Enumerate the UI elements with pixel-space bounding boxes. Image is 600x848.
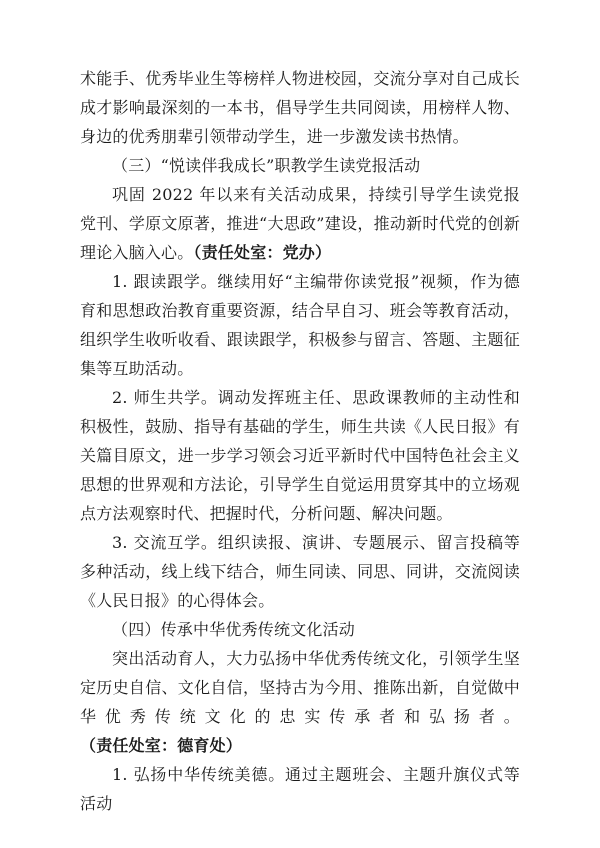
section-heading-4: （四）传承中华优秀传统文化活动	[112, 620, 356, 639]
paragraph-text: 突出活动育人，大力弘扬中华优秀传统文化，引领学生坚定历史自信、文化自信，坚持古为今用、推陈出新，自觉做中华优秀传统文化的忠实传承者和弘扬者。	[80, 649, 520, 726]
paragraph-item-1: 1. 跟读跟学。继续用好“主编带你读党报”视频，作为德育和思想政治教育重要资源，结合早自习、班会等教育活动，组织学生收听收看、跟读跟学，积极参与留言、答题、主题征集等互助活动。	[80, 272, 520, 378]
paragraph-continuation: 术能手、优秀毕业生等榜样人物进校园，交流分享对自己成长成才影响最深刻的一本书，倡导学生共同阅读，用榜样人物、身边的优秀朋辈引领带动学生，进一步激发读书热情。	[80, 69, 520, 146]
document-page	[80, 64, 520, 818]
paragraph-section3-intro	[80, 180, 520, 267]
paragraph-item-2: 2. 师生共学。调动发挥班主任、思政课教师的主动性和积极性，鼓励、指导有基础的学生，师生共读《人民日报》有关篇目原文，进一步学习领会习近平新时代中国特色社会主义思想的世界观和方法论，引导学生自觉运用贯穿其中的立场观点方法观察时代、把握时代，分析问题、解决问题。	[80, 388, 520, 523]
paragraph-item-3: 3. 交流互学。组织读报、演讲、专题展示、留言投稿等多种活动，线上线下结合，师生同读、同思、同讲，交流阅读《人民日报》的心得体会。	[80, 533, 520, 610]
section-heading-3: （三）“悦读伴我成长”职教学生读党报活动	[112, 156, 421, 175]
paragraph-text: 巩固 2022 年以来有关活动成果，持续引导学生读党报党刊、学原文原著，推进“大思政”建设，推动新时代党的创新理论入脑入心。	[80, 185, 520, 262]
responsibility-note: （责任处室：德育处）	[80, 736, 243, 755]
paragraph-item-4-1: 1. 弘扬中华传统美德。通过主题班会、主题升旗仪式等活动	[80, 765, 520, 813]
paragraph-section4-intro	[80, 644, 520, 760]
responsibility-note: （责任处室：党办）	[193, 243, 332, 262]
